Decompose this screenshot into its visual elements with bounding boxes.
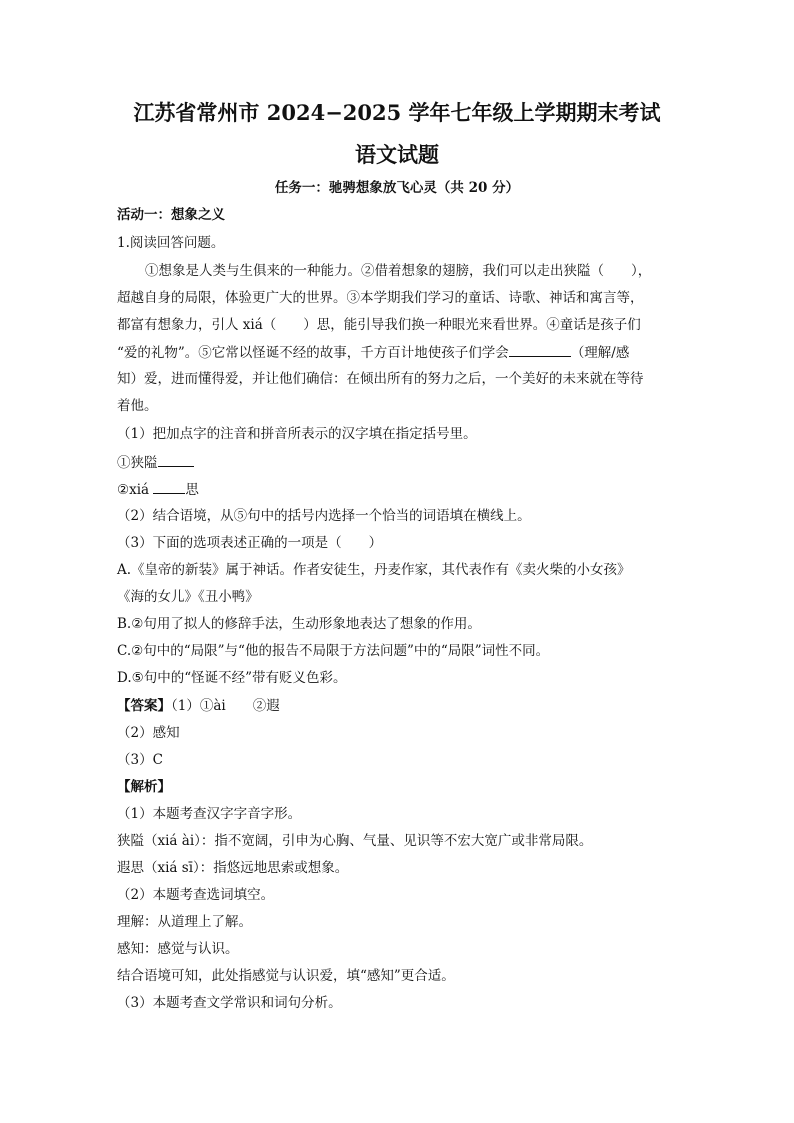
fill-blank — [509, 342, 571, 357]
answer-1 — [117, 696, 677, 716]
exam-title: 江苏省常州市 2024−2025 学年七年级上学期期末考试 — [133, 100, 661, 125]
sub-question-1: （1）把加点字的注音和拼音所表示的汉字填在指定括号里。 — [117, 426, 477, 442]
answer-3: （3）C — [117, 752, 163, 768]
item-label: ②xiá — [117, 482, 150, 498]
analysis-line: （3）本题考查文学常识和词句分析。 — [117, 995, 342, 1011]
passage-line: 着他。 — [117, 398, 158, 414]
sub-question-1a — [117, 452, 677, 473]
analysis-line: 理解：从道理上了解。 — [117, 914, 252, 930]
option-b: B.②句用了拟人的修辞手法，生动形象地表达了想象的作用。 — [117, 616, 481, 632]
analysis-line: 狭隘（xiá ài）：指不宽阔，引申为心胸、气量、见识等不宏大宽广或非常局限。 — [117, 833, 593, 849]
option-a-cont: 《海的女儿》《丑小鸭》 — [117, 589, 259, 605]
analysis-label: 【解析】 — [117, 779, 171, 795]
answer-blank — [158, 452, 194, 467]
answer-blank — [153, 479, 185, 494]
option-a: A.《皇帝的新装》属于神话。作者安徒生，丹麦作家，其代表作有《卖火柴的小女孩》 — [117, 562, 631, 578]
passage-text: “爱的礼物”。⑤它常以怪诞不经的故事，千方百计地使孩子们学会 — [117, 345, 509, 361]
exam-subtitle: 语文试题 — [355, 142, 439, 167]
passage-line: 都富有想象力，引人 xiá（ ）思，能引导我们换一种眼光来看世界。④童话是孩子们 — [117, 317, 641, 333]
task-heading: 任务一：驰骋想象放飞心灵（共 20 分） — [274, 180, 520, 196]
answer-text: （1）①ài ②遐 — [171, 698, 280, 714]
analysis-line: （1）本题考查汉字字音字形。 — [117, 806, 302, 822]
question-number: 1.阅读回答问题。 — [117, 235, 225, 251]
sub-question-3: （3）下面的选项表述正确的一项是（ ） — [117, 535, 383, 551]
item-label: ①狭隘 — [117, 455, 158, 471]
passage-text: （理解/感 — [570, 345, 630, 361]
passage-line — [117, 342, 677, 363]
passage-line: 超越自身的局限，体验更广大的世界。③本学期我们学习的童话、诗歌、神话和寓言等， — [117, 290, 644, 306]
sub-question-2: （2）结合语境，从⑤句中的括号内选择一个恰当的词语填在横线上。 — [117, 508, 531, 524]
passage-line: ①想象是人类与生俱来的一种能力。②借着想象的翅膀，我们可以走出狭隘（ ）， — [145, 263, 652, 279]
answer-label: 【答案】 — [117, 698, 171, 714]
analysis-line: 遐思（xiá sī）：指悠远地思索或想象。 — [117, 860, 349, 876]
answer-2: （2）感知 — [117, 725, 180, 741]
analysis-line: 感知：感觉与认识。 — [117, 941, 239, 957]
activity-heading: 活动一：想象之义 — [117, 207, 225, 223]
option-d: D.⑤句中的“怪诞不经”带有贬义色彩。 — [117, 670, 347, 686]
analysis-line: 结合语境可知，此处指感觉与认识爱，填“感知”更合适。 — [117, 968, 455, 984]
analysis-line: （2）本题考查选词填空。 — [117, 887, 275, 903]
item-suffix: 思 — [185, 482, 199, 498]
passage-line: 知）爱，进而懂得爱，并让他们确信：在倾出所有的努力之后，一个美好的未来就在等待 — [117, 371, 644, 387]
sub-question-1b — [117, 479, 677, 500]
option-c: C.②句中的“局限”与“他的报告不局限于方法问题”中的“局限”词性不同。 — [117, 643, 550, 659]
